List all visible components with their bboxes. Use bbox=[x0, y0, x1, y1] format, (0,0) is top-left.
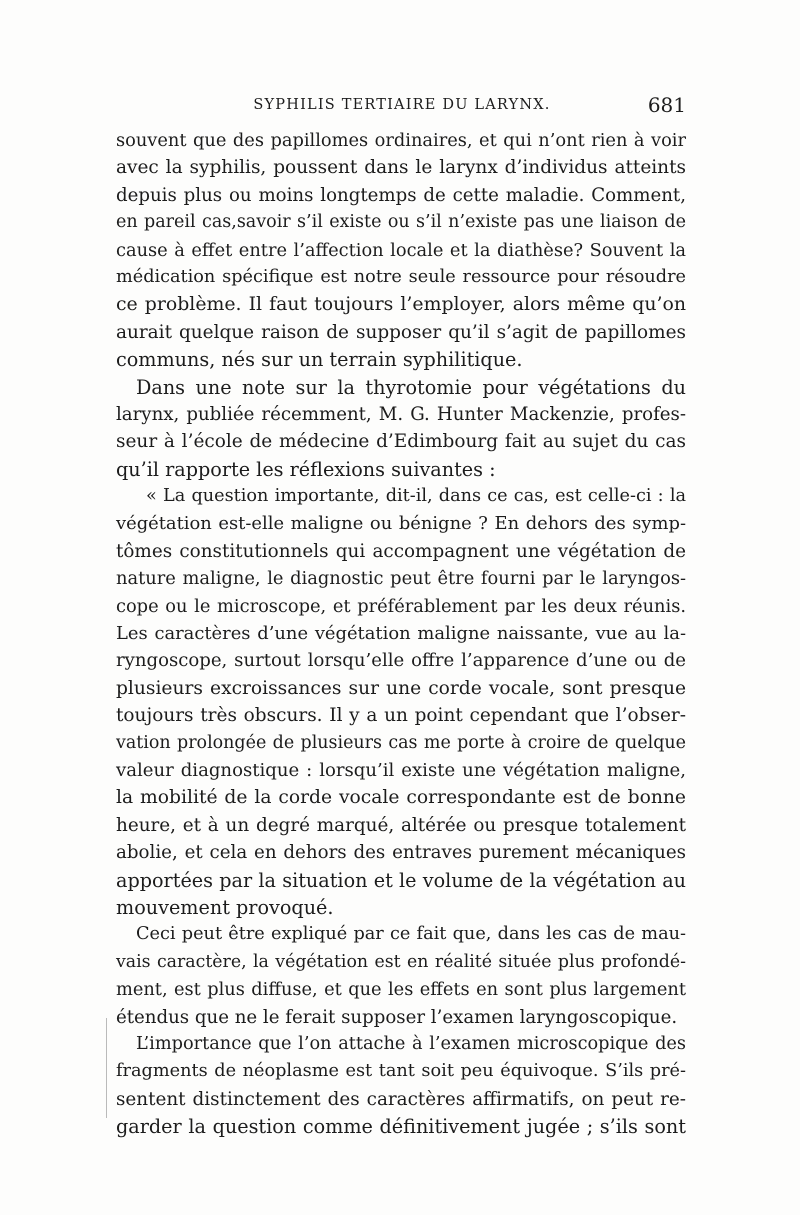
text-line: apportées par la situation et le volume de la végétation au bbox=[116, 868, 686, 892]
text-line: heure, et à un degré marqué, altérée ou presque totalement bbox=[116, 814, 686, 836]
text-line: abolie, et cela en dehors des entraves purement mécaniques bbox=[116, 842, 686, 864]
text-line: Dans une note sur la thyrotomie pour végétations du bbox=[136, 375, 686, 399]
text-line: garder la question comme définitivement jugée ; s’ils sont bbox=[116, 1115, 686, 1139]
text-line: depuis plus ou moins longtemps de cette maladie. Comment, bbox=[116, 184, 686, 206]
text-line: « La question importante, dit-il, dans ce cas, est celle-ci : la bbox=[146, 486, 686, 507]
text-line: ce problème. Il faut toujours l’employer, alors même qu’on bbox=[116, 293, 686, 316]
margin-mark bbox=[106, 1018, 109, 1118]
text-line: végétation est-elle maligne ou bénigne ? En dehors des symp- bbox=[116, 513, 686, 535]
text-line: vais caractère, la végétation est en réalité située plus profondé- bbox=[116, 951, 686, 972]
text-line: seur à l’école de médecine d’Edimbourg fait au sujet du cas bbox=[116, 431, 686, 453]
page-number: 681 bbox=[647, 93, 686, 117]
running-title: SYPHILIS TERTIAIRE DU LARYNX. bbox=[253, 97, 551, 113]
text-line: toujours très obscurs. Il y a un point cependant que l’obser- bbox=[116, 705, 686, 727]
text-line: vation prolongée de plusieurs cas me porte à croire de quelque bbox=[116, 732, 686, 753]
text-line: aurait quelque raison de supposer qu’il s’agit de papillomes bbox=[116, 321, 686, 343]
text-line: ryngoscope, surtout lorsqu’elle offre l’apparence d’une ou de bbox=[116, 650, 686, 672]
body-text bbox=[116, 127, 686, 1140]
text-line: Les caractères d’une végétation maligne naissante, vue au la- bbox=[116, 623, 686, 645]
text-line: mouvement provoqué. bbox=[116, 895, 334, 919]
text-line: fragments de néoplasme est tant soit peu équivoque. S’ils pré- bbox=[116, 1061, 686, 1082]
text-line: étendus que ne le ferait supposer l’examen laryngoscopique. bbox=[116, 1006, 678, 1028]
text-line: valeur diagnostique : lorsqu’il existe une végétation maligne, bbox=[116, 759, 686, 781]
text-line: L’importance que l’on attache à l’examen microscopique des bbox=[136, 1033, 686, 1054]
text-line: la mobilité de la corde vocale correspondante est de bonne bbox=[116, 787, 686, 809]
text-line: souvent que des papillomes ordinaires, et qui n’ont rien à voir bbox=[116, 130, 686, 151]
text-line: larynx, publiée récemment, M. G. Hunter Mackenzie, profes- bbox=[116, 403, 686, 425]
text-line: ment, est plus diffuse, et que les effets en sont plus largement bbox=[116, 979, 686, 1001]
text-line: sentent distinctement des caractères affirmatifs, on peut re- bbox=[116, 1088, 686, 1110]
text-line: plusieurs excroissances sur une corde vocale, sont presque bbox=[116, 677, 686, 699]
text-line: en pareil cas,savoir s’il existe ou s’il n’existe pas une liaison de bbox=[116, 212, 686, 233]
text-line: qu’il rapporte les réflexions suivantes : bbox=[116, 457, 496, 481]
text-line: nature maligne, le diagnostic peut être fourni par le laryngos- bbox=[116, 568, 686, 590]
text-line: communs, nés sur un terrain syphilitique. bbox=[116, 348, 523, 372]
text-line: cause à effet entre l’affection locale et la diathèse? Souvent la bbox=[116, 239, 686, 261]
text-line: cope ou le microscope, et préférablement par les deux réunis. bbox=[116, 595, 686, 617]
text-line: médication spécifique est notre seule ressource pour résoudre bbox=[116, 266, 686, 287]
text-line: tômes constitutionnels qui accompagnent une végétation de bbox=[116, 540, 686, 562]
page-header bbox=[118, 93, 686, 123]
text-line: avec la syphilis, poussent dans le larynx d’individus atteints bbox=[116, 157, 686, 179]
text-line: Ceci peut être expliqué par ce fait que, dans les cas de mau- bbox=[136, 924, 686, 945]
